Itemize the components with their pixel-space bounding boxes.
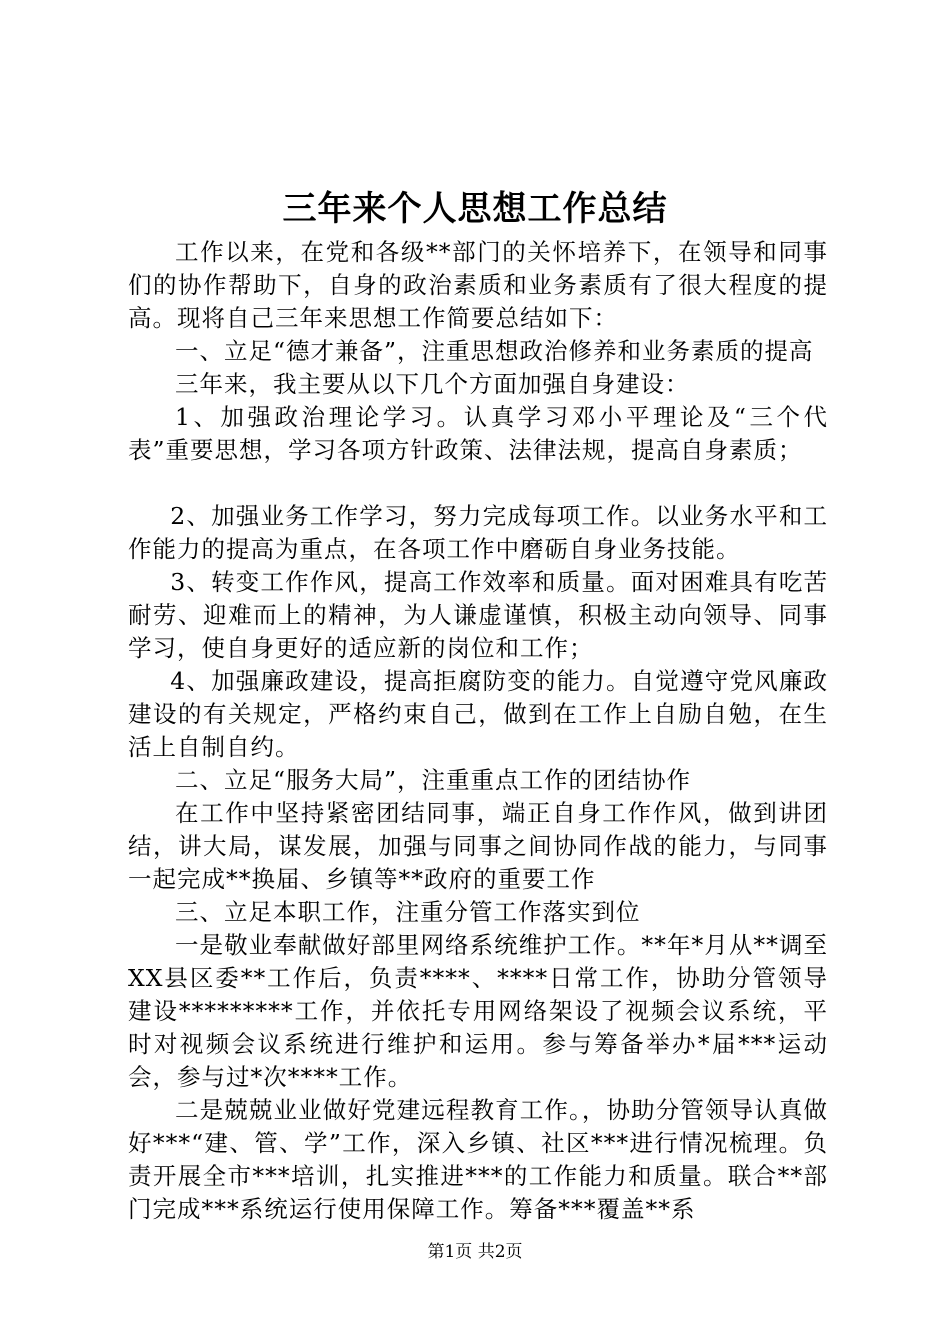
section-3-paragraph-2: 二是兢兢业业做好党建远程教育工作。，协助分管领导认真做好***“建、管、学”工作，深入乡镇、社区***进行情况梳理。负责开展全市***培训，扎实推进***的工作能力和质量。联合**部门完成***系统运行使用保障工作。筹备***覆盖**系 bbox=[128, 1096, 828, 1223]
list-item-4: 4、加强廉政建设，提高拒腐防变的能力。自觉遵守党风廉政建设的有关规定，严格约束自己，做到在工作上自励自勉，在生活上自制自约。 bbox=[128, 667, 828, 761]
section-2-paragraph: 在工作中坚持紧密团结同事，端正自身工作作风，做到讲团结，讲大局，谋发展，加强与同事之间协同作战的能力，与同事一起完成**换届、乡镇等**政府的重要工作 bbox=[128, 799, 828, 893]
intro-paragraph: 工作以来，在党和各级**部门的关怀培养下，在领导和同事们的协作帮助下，自身的政治素质和业务素质有了很大程度的提高。现将自己三年来思想工作简要总结如下： bbox=[128, 238, 828, 332]
list-item-3: 3、转变工作作风，提高工作效率和质量。面对困难具有吃苦耐劳、迎难而上的精神，为人谦虚谨慎，积极主动向领导、同事学习，使自身更好的适应新的岗位和工作； bbox=[128, 568, 828, 662]
section-heading-2: 二、立足“服务大局”，注重重点工作的团结协作 bbox=[175, 766, 692, 794]
document-body bbox=[128, 236, 828, 1226]
page-number-footer: 第1页 共2页 bbox=[427, 1242, 523, 1262]
section-heading-3: 三、立足本职工作，注重分管工作落实到位 bbox=[175, 898, 641, 926]
section-heading-1: 一、立足“德才兼备”，注重思想政治修养和业务素质的提高 bbox=[175, 337, 814, 365]
list-item-2: 2、加强业务工作学习，努力完成每项工作。以业务水平和工作能力的提高为重点，在各项工作中磨砺自身业务技能。 bbox=[128, 502, 828, 563]
section-1-intro: 三年来，我主要从以下几个方面加强自身建设： bbox=[175, 370, 690, 398]
section-3-paragraph-1: 一是敬业奉献做好部里网络系统维护工作。**年*月从**调至XX县区委**工作后，负责****、****日常工作，协助分管领导建设*********工作，并依托专用网络架设了视频会议系统，平时对视频会议系统进行维护和运用。参与筹备举办*届***运动会，参与过*次****工作。 bbox=[128, 931, 828, 1091]
document-title: 三年来个人思想工作总结 bbox=[282, 189, 668, 229]
list-item-1: 1、加强政治理论学习。认真学习邓小平理论及“三个代表”重要思想，学习各项方针政策、法律法规，提高自身素质； bbox=[128, 403, 828, 464]
